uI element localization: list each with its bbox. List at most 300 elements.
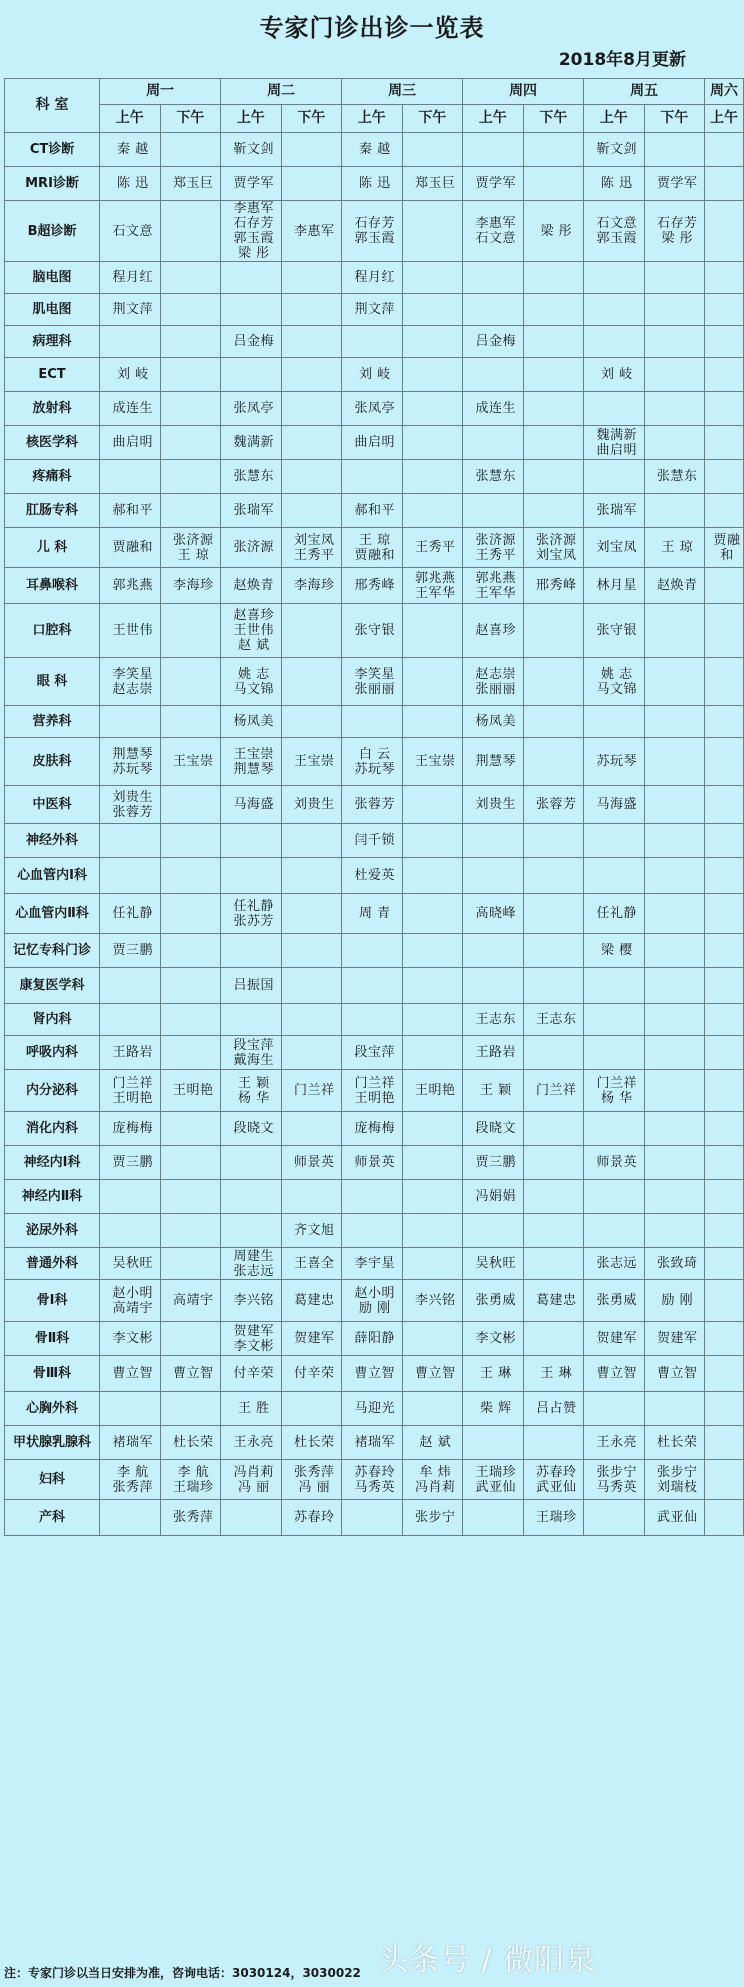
- doctor-cell: [644, 494, 705, 528]
- doctor-cell: 陈 迅: [100, 167, 161, 201]
- doctor-cell: 苏玩琴: [584, 738, 645, 786]
- doctor-cell: 牟 炜 冯肖莉: [402, 1460, 463, 1500]
- doctor-cell: [705, 1214, 744, 1248]
- dept-name: MRI诊断: [5, 167, 100, 201]
- doctor-cell: [523, 392, 584, 426]
- doctor-cell: 张慧东: [644, 460, 705, 494]
- doctor-cell: [402, 1036, 463, 1070]
- doctor-cell: 杨凤美: [463, 706, 524, 738]
- doctor-cell: [221, 1214, 282, 1248]
- doctor-cell: 李海珍: [160, 568, 221, 604]
- dept-name: 骨Ⅱ科: [5, 1322, 100, 1356]
- doctor-cell: 曹立智: [644, 1356, 705, 1392]
- doctor-cell: [523, 1112, 584, 1146]
- doctor-cell: [463, 133, 524, 167]
- doctor-cell: [644, 786, 705, 824]
- doctor-cell: [402, 1392, 463, 1426]
- dept-name: 心胸外科: [5, 1392, 100, 1426]
- doctor-cell: [100, 1500, 161, 1536]
- doctor-cell: [160, 894, 221, 934]
- doctor-cell: 付辛荣: [221, 1356, 282, 1392]
- dept-name: 口腔科: [5, 604, 100, 658]
- dept-name: 泌尿外科: [5, 1214, 100, 1248]
- table-row: [5, 858, 744, 894]
- dept-name: 骨Ⅲ科: [5, 1356, 100, 1392]
- doctor-cell: 贾三鹏: [100, 934, 161, 968]
- morning-header: 上午: [584, 105, 645, 133]
- doctor-cell: 曲启明: [342, 426, 403, 460]
- doctor-cell: [100, 1214, 161, 1248]
- doctor-cell: 刘宝凤: [584, 528, 645, 568]
- doctor-cell: [705, 658, 744, 706]
- doctor-cell: 赵小明 高靖宇: [100, 1280, 161, 1322]
- doctor-cell: [402, 858, 463, 894]
- doctor-cell: [523, 167, 584, 201]
- table-row: [5, 426, 744, 460]
- doctor-cell: [281, 326, 342, 358]
- doctor-cell: 张守银: [342, 604, 403, 658]
- doctor-cell: 王永亮: [584, 1426, 645, 1460]
- doctor-cell: 王志东: [463, 1004, 524, 1036]
- doctor-cell: 林月星: [584, 568, 645, 604]
- doctor-cell: 赵焕青: [644, 568, 705, 604]
- table-row: [5, 658, 744, 706]
- dept-name: ECT: [5, 358, 100, 392]
- doctor-cell: [705, 1322, 744, 1356]
- doctor-cell: [281, 1392, 342, 1426]
- doctor-cell: 姚 志 马文锦: [584, 658, 645, 706]
- doctor-cell: [705, 494, 744, 528]
- doctor-cell: [402, 968, 463, 1004]
- doctor-cell: 王 琳: [463, 1356, 524, 1392]
- table-row: [5, 706, 744, 738]
- doctor-cell: 周建生 张志远: [221, 1248, 282, 1280]
- doctor-cell: 梁 彤: [523, 201, 584, 262]
- doctor-cell: 马迎光: [342, 1392, 403, 1426]
- doctor-cell: 苏春玲: [281, 1500, 342, 1536]
- doctor-cell: 褚瑞军: [100, 1426, 161, 1460]
- doctor-cell: [705, 786, 744, 824]
- doctor-cell: [402, 706, 463, 738]
- doctor-cell: 白 云 苏玩琴: [342, 738, 403, 786]
- doctor-cell: [584, 1036, 645, 1070]
- doctor-cell: 杜长荣: [160, 1426, 221, 1460]
- doctor-cell: [342, 968, 403, 1004]
- doctor-cell: 王瑞珍: [523, 1500, 584, 1536]
- doctor-cell: 李 航 王瑞珍: [160, 1460, 221, 1500]
- doctor-cell: [463, 262, 524, 294]
- doctor-cell: [160, 1214, 221, 1248]
- doctor-cell: 王宝崇 荆慧琴: [221, 738, 282, 786]
- doctor-cell: 杜长荣: [281, 1426, 342, 1460]
- doctor-cell: [523, 604, 584, 658]
- dept-name: 神经内Ⅱ科: [5, 1180, 100, 1214]
- doctor-cell: 齐文旭: [281, 1214, 342, 1248]
- table-row: [5, 738, 744, 786]
- table-row: [5, 1214, 744, 1248]
- doctor-cell: 荆慧琴: [463, 738, 524, 786]
- doctor-cell: 王 颖 杨 华: [221, 1070, 282, 1112]
- doctor-cell: 赵喜珍 王世伟 赵 斌: [221, 604, 282, 658]
- doctor-cell: [100, 1180, 161, 1214]
- doctor-cell: 闫千锁: [342, 824, 403, 858]
- doctor-cell: [584, 262, 645, 294]
- doctor-cell: [705, 262, 744, 294]
- doctor-cell: [160, 1392, 221, 1426]
- doctor-cell: 吴秋旺: [100, 1248, 161, 1280]
- doctor-cell: [584, 1214, 645, 1248]
- doctor-cell: 梁 樱: [584, 934, 645, 968]
- doctor-cell: 贾三鹏: [100, 1146, 161, 1180]
- doctor-cell: [402, 1112, 463, 1146]
- doctor-cell: [281, 824, 342, 858]
- doctor-cell: 高晓峰: [463, 894, 524, 934]
- doctor-cell: [402, 133, 463, 167]
- update-date: 2018年8月更新: [558, 50, 686, 70]
- table-row: [5, 1280, 744, 1322]
- doctor-cell: 王 琼 贾融和: [342, 528, 403, 568]
- doctor-cell: 王喜全: [281, 1248, 342, 1280]
- doctor-cell: [281, 604, 342, 658]
- table-row: [5, 201, 744, 262]
- doctor-cell: 程月红: [342, 262, 403, 294]
- doctor-cell: [523, 1146, 584, 1180]
- doctor-cell: [281, 294, 342, 326]
- table-row: [5, 494, 744, 528]
- doctor-cell: [584, 1004, 645, 1036]
- doctor-cell: 李 航 张秀萍: [100, 1460, 161, 1500]
- doctor-cell: 刘 岐: [584, 358, 645, 392]
- doctor-cell: [523, 658, 584, 706]
- doctor-cell: 杜长荣: [644, 1426, 705, 1460]
- table-row: [5, 934, 744, 968]
- doctor-cell: [644, 392, 705, 426]
- doctor-cell: [644, 824, 705, 858]
- doctor-cell: [584, 1500, 645, 1536]
- table-row: [5, 262, 744, 294]
- doctor-cell: 段宝萍: [342, 1036, 403, 1070]
- doctor-cell: [584, 460, 645, 494]
- doctor-cell: [584, 1180, 645, 1214]
- doctor-cell: 张步宁 马秀英: [584, 1460, 645, 1500]
- doctor-cell: 赵焕青: [221, 568, 282, 604]
- doctor-cell: 石文意: [100, 201, 161, 262]
- doctor-cell: 秦 越: [100, 133, 161, 167]
- doctor-cell: 王 颖: [463, 1070, 524, 1112]
- doctor-cell: [100, 326, 161, 358]
- doctor-cell: 张凤亭: [342, 392, 403, 426]
- doctor-cell: 任礼静: [100, 894, 161, 934]
- table-row: [5, 1036, 744, 1070]
- doctor-cell: 刘 岐: [100, 358, 161, 392]
- doctor-cell: [402, 824, 463, 858]
- doctor-cell: 王宝崇: [160, 738, 221, 786]
- doctor-cell: 王秀平: [402, 528, 463, 568]
- doctor-cell: [281, 358, 342, 392]
- day-header: 周二: [221, 79, 342, 105]
- doctor-cell: [281, 706, 342, 738]
- doctor-cell: 刘贵生 张蓉芳: [100, 786, 161, 824]
- doctor-cell: [705, 167, 744, 201]
- doctor-cell: [523, 1214, 584, 1248]
- table-row: [5, 894, 744, 934]
- doctor-cell: [463, 358, 524, 392]
- doctor-cell: [160, 1036, 221, 1070]
- doctor-cell: 马海盛: [584, 786, 645, 824]
- doctor-cell: [281, 968, 342, 1004]
- doctor-cell: [160, 786, 221, 824]
- doctor-cell: [584, 968, 645, 1004]
- doctor-cell: 王世伟: [100, 604, 161, 658]
- doctor-cell: [281, 167, 342, 201]
- doctor-cell: 贺建军: [644, 1322, 705, 1356]
- doctor-cell: 门兰祥: [523, 1070, 584, 1112]
- doctor-cell: 李海珍: [281, 568, 342, 604]
- doctor-cell: 石文意 郭玉霞: [584, 201, 645, 262]
- doctor-cell: [584, 824, 645, 858]
- doctor-cell: 师景英: [584, 1146, 645, 1180]
- doctor-cell: [402, 358, 463, 392]
- doctor-cell: [705, 1356, 744, 1392]
- doctor-cell: 门兰祥 杨 华: [584, 1070, 645, 1112]
- doctor-cell: [644, 1070, 705, 1112]
- doctor-cell: [342, 326, 403, 358]
- dept-name: 神经外科: [5, 824, 100, 858]
- doctor-cell: 王志东: [523, 1004, 584, 1036]
- doctor-cell: [523, 968, 584, 1004]
- doctor-cell: [705, 1036, 744, 1070]
- dept-name: 骨Ⅰ科: [5, 1280, 100, 1322]
- morning-header: 上午: [705, 105, 744, 133]
- doctor-cell: [705, 1180, 744, 1214]
- doctor-cell: 柴 辉: [463, 1392, 524, 1426]
- doctor-cell: 杜爱英: [342, 858, 403, 894]
- doctor-cell: [402, 1004, 463, 1036]
- doctor-cell: [160, 392, 221, 426]
- doctor-cell: [523, 262, 584, 294]
- doctor-cell: 张秀萍: [160, 1500, 221, 1536]
- doctor-cell: [160, 706, 221, 738]
- doctor-cell: 吕占赞: [523, 1392, 584, 1426]
- doctor-cell: 靳文剑: [584, 133, 645, 167]
- doctor-cell: 师景英: [342, 1146, 403, 1180]
- doctor-cell: [584, 326, 645, 358]
- day-header: 周三: [342, 79, 463, 105]
- doctor-cell: 王路岩: [463, 1036, 524, 1070]
- doctor-cell: [402, 1322, 463, 1356]
- doctor-cell: 段晓文: [221, 1112, 282, 1146]
- morning-header: 上午: [100, 105, 161, 133]
- doctor-cell: 荆慧琴 苏玩琴: [100, 738, 161, 786]
- doctor-cell: 张慧东: [463, 460, 524, 494]
- doctor-cell: 贾学军: [221, 167, 282, 201]
- doctor-cell: [160, 824, 221, 858]
- doctor-cell: 师景英: [281, 1146, 342, 1180]
- doctor-cell: [342, 706, 403, 738]
- doctor-cell: [523, 824, 584, 858]
- doctor-cell: 赵 斌: [402, 1426, 463, 1460]
- doctor-cell: 成连生: [100, 392, 161, 426]
- doctor-cell: [584, 858, 645, 894]
- doctor-cell: 王宝崇: [281, 738, 342, 786]
- dept-name: 神经内Ⅰ科: [5, 1146, 100, 1180]
- doctor-cell: 张秀萍 冯 丽: [281, 1460, 342, 1500]
- doctor-cell: 程月红: [100, 262, 161, 294]
- doctor-cell: [402, 894, 463, 934]
- doctor-cell: [523, 1248, 584, 1280]
- dept-name: 心血管内Ⅱ科: [5, 894, 100, 934]
- doctor-cell: [644, 1392, 705, 1426]
- table-row: [5, 294, 744, 326]
- schedule-table: [4, 78, 744, 1536]
- doctor-cell: [281, 392, 342, 426]
- table-row: [5, 1356, 744, 1392]
- doctor-cell: [402, 934, 463, 968]
- doctor-cell: 门兰祥 王明艳: [342, 1070, 403, 1112]
- doctor-cell: 冯娟娟: [463, 1180, 524, 1214]
- doctor-cell: [523, 294, 584, 326]
- doctor-cell: 张守银: [584, 604, 645, 658]
- table-row: [5, 528, 744, 568]
- doctor-cell: 石存芳 郭玉霞: [342, 201, 403, 262]
- morning-header: 上午: [463, 105, 524, 133]
- doctor-cell: [705, 1426, 744, 1460]
- doctor-cell: [644, 738, 705, 786]
- doctor-cell: [342, 460, 403, 494]
- doctor-cell: [644, 326, 705, 358]
- dept-name: 皮肤科: [5, 738, 100, 786]
- doctor-cell: [221, 1180, 282, 1214]
- table-row: [5, 326, 744, 358]
- dept-name: 核医学科: [5, 426, 100, 460]
- doctor-cell: [644, 294, 705, 326]
- doctor-cell: [463, 494, 524, 528]
- doctor-cell: 姚 志 马文锦: [221, 658, 282, 706]
- table-row: [5, 568, 744, 604]
- afternoon-header: 下午: [281, 105, 342, 133]
- doctor-cell: [644, 658, 705, 706]
- table-row: [5, 968, 744, 1004]
- dept-name: 产科: [5, 1500, 100, 1536]
- day-header: 周四: [463, 79, 584, 105]
- dept-name: 妇科: [5, 1460, 100, 1500]
- doctor-cell: [705, 1112, 744, 1146]
- doctor-cell: [705, 1460, 744, 1500]
- table-row: [5, 1460, 744, 1500]
- doctor-cell: 苏春玲 马秀英: [342, 1460, 403, 1500]
- doctor-cell: 郝和平: [342, 494, 403, 528]
- dept-column-header: 科 室: [5, 79, 100, 133]
- doctor-cell: 李宇星: [342, 1248, 403, 1280]
- page-title: 专家门诊出诊一览表: [259, 14, 485, 42]
- doctor-cell: [705, 1004, 744, 1036]
- doctor-cell: [221, 1500, 282, 1536]
- doctor-cell: [463, 824, 524, 858]
- doctor-cell: 苏春玲 武亚仙: [523, 1460, 584, 1500]
- doctor-cell: 郭兆燕 王军华: [463, 568, 524, 604]
- doctor-cell: [221, 1146, 282, 1180]
- doctor-cell: [160, 294, 221, 326]
- doctor-cell: [463, 1214, 524, 1248]
- doctor-cell: [100, 706, 161, 738]
- doctor-cell: 张凤亭: [221, 392, 282, 426]
- doctor-cell: 李文彬: [100, 1322, 161, 1356]
- doctor-cell: 李笑星 张丽丽: [342, 658, 403, 706]
- doctor-cell: 张蓉芳: [523, 786, 584, 824]
- table-row: [5, 1070, 744, 1112]
- doctor-cell: [160, 262, 221, 294]
- dept-name: 肛肠专科: [5, 494, 100, 528]
- doctor-cell: 刘 岐: [342, 358, 403, 392]
- doctor-cell: [705, 604, 744, 658]
- doctor-cell: 付辛荣: [281, 1356, 342, 1392]
- doctor-cell: [584, 1392, 645, 1426]
- doctor-cell: [160, 494, 221, 528]
- doctor-cell: [463, 858, 524, 894]
- doctor-cell: [705, 934, 744, 968]
- doctor-cell: 贾三鹏: [463, 1146, 524, 1180]
- doctor-cell: [584, 706, 645, 738]
- doctor-cell: [402, 658, 463, 706]
- doctor-cell: [160, 934, 221, 968]
- doctor-cell: 曹立智: [342, 1356, 403, 1392]
- doctor-cell: [342, 1214, 403, 1248]
- dept-name: 营养科: [5, 706, 100, 738]
- doctor-cell: [644, 262, 705, 294]
- doctor-cell: [523, 858, 584, 894]
- morning-header: 上午: [342, 105, 403, 133]
- doctor-cell: 张勇威: [584, 1280, 645, 1322]
- doctor-cell: [523, 460, 584, 494]
- watermark: 头条号 / 微阳泉: [378, 1943, 597, 1978]
- doctor-cell: [644, 1004, 705, 1036]
- table-row: [5, 1112, 744, 1146]
- doctor-cell: [402, 460, 463, 494]
- doctor-cell: 李兴铭: [402, 1280, 463, 1322]
- doctor-cell: 郭兆燕: [100, 568, 161, 604]
- doctor-cell: 赵喜珍: [463, 604, 524, 658]
- doctor-cell: 魏满新: [221, 426, 282, 460]
- table-row: [5, 1180, 744, 1214]
- doctor-cell: [523, 1426, 584, 1460]
- doctor-cell: [644, 894, 705, 934]
- doctor-cell: 张蓉芳: [342, 786, 403, 824]
- doctor-cell: [160, 1322, 221, 1356]
- doctor-cell: [160, 658, 221, 706]
- doctor-cell: [644, 968, 705, 1004]
- doctor-cell: 冯肖莉 冯 丽: [221, 1460, 282, 1500]
- doctor-cell: [281, 894, 342, 934]
- doctor-cell: 张勇威: [463, 1280, 524, 1322]
- dept-name: 甲状腺乳腺科: [5, 1426, 100, 1460]
- doctor-cell: 李惠军 石文意: [463, 201, 524, 262]
- doctor-cell: [523, 934, 584, 968]
- doctor-cell: [160, 858, 221, 894]
- dept-name: B超诊断: [5, 201, 100, 262]
- dept-name: 耳鼻喉科: [5, 568, 100, 604]
- doctor-cell: [221, 294, 282, 326]
- doctor-cell: [705, 358, 744, 392]
- doctor-cell: [281, 1112, 342, 1146]
- doctor-cell: [160, 426, 221, 460]
- doctor-cell: [160, 604, 221, 658]
- doctor-cell: [705, 201, 744, 262]
- doctor-cell: 荆文萍: [342, 294, 403, 326]
- doctor-cell: 李惠军: [281, 201, 342, 262]
- doctor-cell: [160, 358, 221, 392]
- doctor-cell: [705, 326, 744, 358]
- doctor-cell: [160, 133, 221, 167]
